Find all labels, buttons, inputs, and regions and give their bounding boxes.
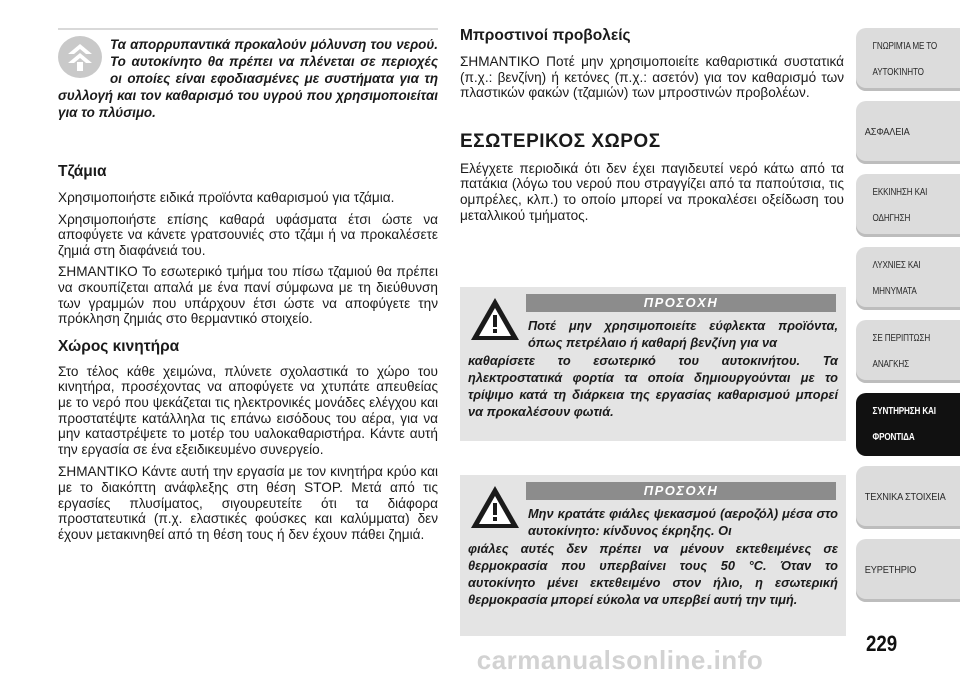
- warning-lead-text: Ποτέ μην χρησιμοποιείτε εύφλεκτα προϊόντα, όπως πετρέλαιο ή καθαρή βενζίνη για να: [528, 318, 838, 351]
- warning-body: [468, 505, 838, 609]
- windows-heading: Τζάμια: [58, 163, 107, 180]
- environment-note-text: Τα απορρυπαντικά προκαλούν μόλυνση του νερού. Το αυτοκίνητο θα πρέπει να πλένεται σε περιοχές οι οποίες είναι εφοδιασμένες με συστήματα για τη συλλογή και τον καθαρισμό του υγρού που χρησιμοποιείται για το πλύσιμο.: [58, 37, 438, 120]
- windows-paragraph-2: Χρησιμοποιήστε επίσης καθαρά υφάσματα έτσι ώστε να αποφύγετε να κάνετε γρατσουνιές στο τζάμι ή να προκαλέσετε ζημιά στη διαφάνειά του.: [58, 211, 438, 258]
- left-column: [58, 163, 438, 542]
- windows-paragraph-3: ΣΗΜΑΝΤΙΚΟ Το εσωτερικό τμήμα του πίσω τζαμιού θα πρέπει να σκουπίζεται απαλά με ένα πανί σύμφωνα με τη διεύθυνση των γραμμών που υπάρχουν έτσι ώστε να αποφύγετε την πρόκληση ζημιάς στο θερμαντικό στοιχείο.: [58, 264, 438, 327]
- warning-box-1: [460, 287, 846, 441]
- tab-getting-to-know-the-car[interactable]: ΓΝΩΡΙΜΊΑ ΜΕ ΤΟ ΑΥΤΟΚΊΝΗΤΟ: [856, 28, 960, 91]
- headlights-heading: Μπροστινοί προβολείς: [460, 27, 631, 44]
- warning-box-2: [460, 475, 846, 636]
- warning-title: ΠΡΟΣΟΧΗ: [526, 482, 836, 500]
- engine-bay-paragraph-2: ΣΗΜΑΝΤΙΚΟ Κάντε αυτή την εργασία με τον κινητήρα κρύο και με το διακόπτη ανάφλεξης στη θέση STOP. Μετά από τις εργασίες πλυσίματος, σιγουρευτείτε ότι τα διάφορα προστατευτικά (π.χ. ελαστικές φούσκες και καλύμματα) δεν έχουν μετακινηθεί από τη θέση τους ή δεν έχουν πάθει ζημιά.: [58, 464, 438, 542]
- chapter-tabs: [856, 28, 960, 612]
- warning-body: [468, 317, 838, 421]
- watermark: carmanualsonline.info: [476, 645, 764, 675]
- environment-note: [58, 28, 438, 121]
- tab-technical-data[interactable]: ΤΕΧΝΙΚΑ ΣΤΟΙΧΕΙΑ: [856, 466, 960, 529]
- tab-safety[interactable]: ΑΣΦΑΛΕΙΑ: [856, 101, 960, 164]
- windows-paragraph-1: Χρησιμοποιήστε ειδικά προϊόντα καθαρισμού για τζάμια.: [58, 190, 395, 205]
- interior-paragraph: Ελέγχετε περιοδικά ότι δεν έχει παγιδευτεί νερό κάτω από τα πατάκια (λόγω του νερού που στραγγίζει από τα παπούτσια, τις ομπρέλες, κλπ.) το οποίο μπορεί να προκαλέσει οξείδωση του μεταλλικού τμήματος.: [460, 160, 844, 223]
- warning-text: φιάλες αυτές δεν πρέπει να μένουν εκτεθειμένες σε θερμοκρασία που υπερβαίνει τους 50 °C. Όταν το αυτοκίνητο μένει εκτεθειμένο στον ήλιο, η εσωτερική θερμοκρασία μπορεί εύκολα να υπερβεί αυτή την τιμή.: [468, 540, 838, 608]
- page-number: 229: [866, 631, 898, 656]
- engine-bay-paragraph-1: Στο τέλος κάθε χειμώνα, πλύνετε σχολαστικά το χώρο του κινητήρα, προσέχοντας να αποφύγετε να χτυπάτε απευθείας με το νερό που ψεκάζεται τις ηλεκτρονικές μονάδες ελέγχου και προστατέψτε κατάλληλα τις επάνω εισόδους του αέρα, για να μην καταστρέψετε το μοτέρ του υαλοκαθαριστήρα. Κάντε αυτή την εργασία σε ένα εξειδικευμένο συνεργείο.: [58, 363, 438, 457]
- warning-title: ΠΡΟΣΟΧΗ: [526, 294, 836, 312]
- recycle-arrows-icon: [58, 36, 102, 78]
- interior-heading: ΕΣΩΤΕΡΙΚΟΣ ΧΩΡΟΣ: [460, 130, 661, 152]
- tab-index[interactable]: ΕΥΡΕΤΗΡΙΟ: [856, 539, 960, 602]
- tab-in-an-emergency[interactable]: ΣΕ ΠΕΡΙΠΤΩΣΗ ΑΝΑΓΚΗΣ: [856, 320, 960, 383]
- headlights-paragraph: ΣΗΜΑΝΤΙΚΟ Ποτέ μην χρησιμοποιείτε καθαριστικά συστατικά (π.χ.: βενζίνη) ή κετόνες (π.χ.: ασετόν) για τον καθαρισμό των πλαστικών φακών (τζαμιών) των μπροστινών προβολέων.: [460, 54, 844, 101]
- engine-bay-heading: Χώρος κινητήρα: [58, 337, 180, 355]
- tab-starting-and-driving[interactable]: ΕΚΚΙΝΗΣΗ ΚΑΙ ΟΔΗΓΗΣΗ: [856, 174, 960, 237]
- middle-column: [460, 27, 844, 223]
- warning-lead-text: Μην κρατάτε φιάλες ψεκασμού (αεροζόλ) μέσα στο αυτοκίνητο: κίνδυνος έκρηξης. Οι: [528, 506, 838, 539]
- tab-warning-lights-and-messages[interactable]: ΛΥΧΝΙΕΣ ΚΑΙ ΜΗΝΥΜΑΤΑ: [856, 247, 960, 310]
- tab-maintenance-and-care[interactable]: ΣΥΝΤΗΡΗΣΗ ΚΑΙ ΦΡΟΝΤΙΔΑ: [856, 393, 960, 456]
- warning-text: καθαρίσετε το εσωτερικό του αυτοκινήτου. Τα ηλεκτροστατικά φορτία τα οποία δημιουργούνται με το τρίψιμο κατά τη διάρκεια της εργασίας καθαρισμού μπορεί να προκαλέσουν φωτιά.: [468, 352, 838, 420]
